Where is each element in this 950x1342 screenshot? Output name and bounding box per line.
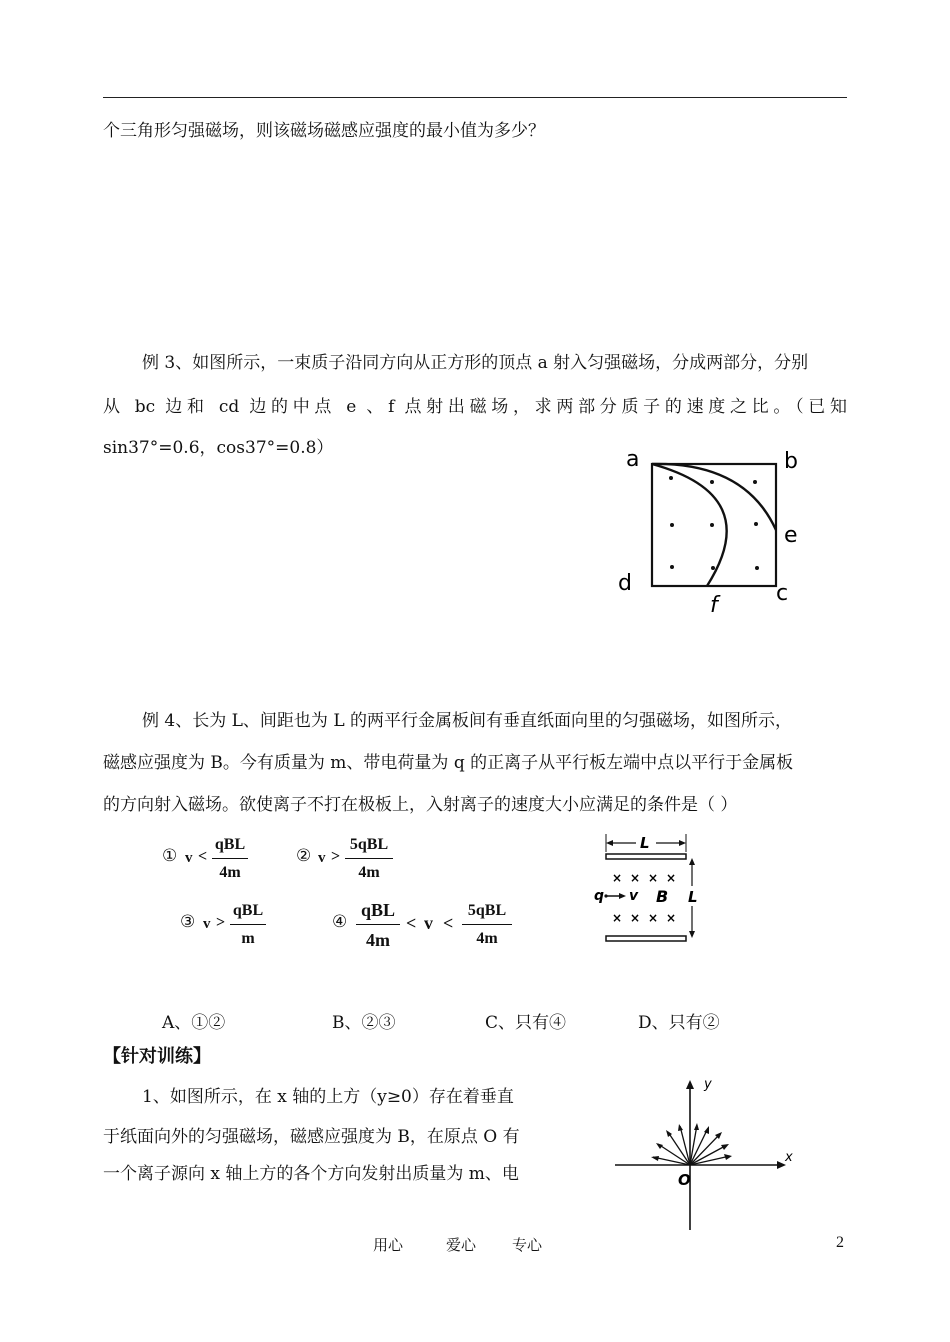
field-label: B [656,887,669,906]
charge-label: q [594,888,605,904]
origin-label: O [678,1171,691,1189]
section-heading: 【针对训练】 [103,1046,211,1067]
y-label: y [704,1077,712,1092]
text-line-top: 个三角形匀强磁场，则该磁场磁感应强度的最小值为多少？ [103,121,545,141]
condition-1-var: v [185,850,193,866]
condition-3-var: v [203,916,211,932]
example4-line2: 磁感应强度为 B。今有质量为 m、带电荷量为 q 的正离子从平行板左端中点以平行于金属板 [103,753,794,773]
svg-text:×: × [648,871,659,885]
condition-4-right-den: 4m [476,930,498,947]
example4-line1: 例 4、长为 L、间距也为 L 的两平行金属板间有垂直纸面向里的匀强磁场，如图所示， [142,711,793,731]
condition-1-op: < [198,848,208,865]
square-field-figure [600,440,820,620]
option-d[interactable]: D、只有② [638,1013,720,1033]
label-c: c [776,581,789,606]
top-plate [606,854,686,859]
condition-2-op: > [331,848,341,865]
condition-4-left-num: qBL [360,900,396,920]
condition-2-mark: ② [296,846,312,866]
velocity-label: v [629,888,639,904]
label-f: f [710,593,718,618]
training1-line2: 于纸面向外的匀强磁场，磁感应强度为 B，在原点 O 有 [103,1127,520,1147]
svg-text:×: × [630,911,641,925]
svg-text:×: × [666,871,677,885]
condition-4-left-den: 4m [366,930,390,950]
example3-line1: 例 3、如图所示，一束质子沿同方向从正方形的顶点 a 射入匀强磁场，分成两部分，分别 [142,353,809,373]
trajectory-to-f [652,464,727,586]
condition-1-den: 4m [219,864,241,881]
x-label: x [785,1150,793,1165]
svg-text:×: × [630,871,641,885]
condition-4-mark: ④ [332,912,348,932]
ion-direction-arrows [653,1125,730,1165]
axes-ion-source-figure [610,1070,810,1235]
header-rule [103,97,847,98]
label-b: b [784,449,798,474]
page-number: 2 [836,1234,844,1251]
condition-2-num: 5qBL [349,836,389,853]
label-e: e [784,523,798,548]
option-b[interactable]: B、②③ [332,1013,396,1033]
condition-2-var: v [318,850,326,866]
plate-length-label: L [640,834,650,852]
training1-line3: 一个离子源向 x 轴上方的各个方向发射出质量为 m、电 [103,1164,519,1184]
training1-line1: 1、如图所示，在 x 轴的上方（y≥0）存在着垂直 [142,1087,514,1107]
condition-3-den: m [241,930,255,947]
plate-gap-label: L [688,888,698,906]
svg-text:×: × [612,911,623,925]
example3-line2: 从 bc 边和 cd 边的中点 e 、f 点射出磁场，求两部分质子的速度之比。（已知 [103,397,847,417]
condition-4-op2: < [443,913,454,933]
svg-text:×: × [666,911,677,925]
condition-3-fraction [228,902,268,954]
condition-3-mark: ③ [180,912,196,932]
parallel-plates-figure [590,828,710,950]
footer-left: 用心 [373,1236,404,1254]
condition-2-den: 4m [358,864,380,881]
condition-1-num: qBL [214,836,246,853]
svg-text:×: × [648,911,659,925]
option-a[interactable]: A、①② [162,1013,226,1033]
condition-4-right-num: 5qBL [467,902,507,919]
condition-1-mark: ① [162,846,178,866]
condition-1-fraction [210,836,250,888]
example3-line3: sin37°=0.6，cos37°=0.8） [103,438,334,458]
footer-mid: 爱心 [446,1236,477,1254]
condition-4-right-fraction [460,902,514,954]
label-a: a [626,447,640,472]
condition-3-num: qBL [232,902,264,919]
footer-right: 专心 [512,1236,543,1254]
condition-4-left-fraction [354,900,402,956]
option-c[interactable]: C、只有④ [485,1013,567,1033]
condition-4-op1: < [406,913,417,933]
example4-line3: 的方向射入磁场。欲使离子不打在极板上，入射离子的速度大小应满足的条件是（ ） [103,795,738,815]
label-d: d [618,571,632,596]
condition-4-var: v [424,913,433,933]
condition-2-fraction [343,836,395,888]
bottom-plate [606,936,686,941]
condition-3-op: > [216,914,226,931]
svg-text:×: × [612,871,623,885]
